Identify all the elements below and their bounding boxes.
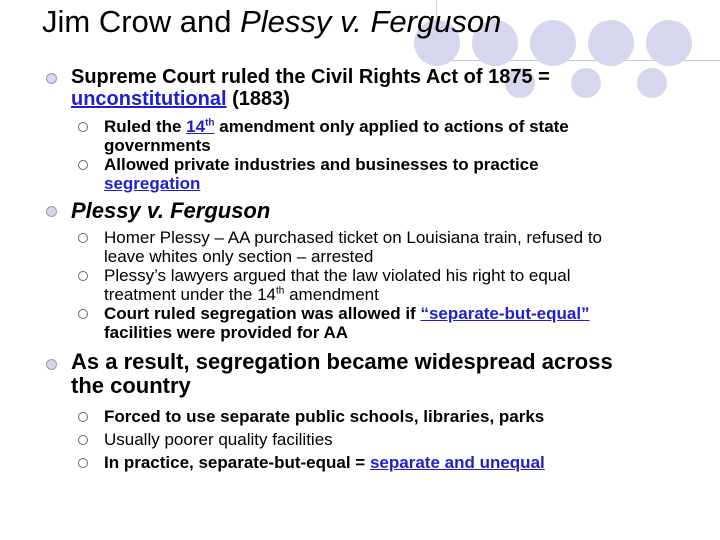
slide-title [42, 4, 501, 40]
unconstitutional-link[interactable]: unconstitutional [71, 88, 227, 110]
sub-bullet-text: Allowed private industries and businesses to practice [104, 155, 539, 174]
ring-bullet-icon [78, 412, 88, 422]
bullet-widespread-segregation [46, 350, 706, 398]
equals-sign: = [355, 453, 366, 472]
title-case-name: Plessy v. Ferguson [240, 4, 502, 39]
separate-but-equal-link[interactable]: “separate-but-equal” [420, 304, 590, 323]
ring-bullet-icon [78, 435, 88, 445]
bullet-text: As a result, segregation became widespread across [71, 349, 613, 374]
sub-bullet-private-segregation [46, 155, 706, 193]
ring-bullet-icon [78, 122, 88, 132]
superscript: th [276, 285, 285, 297]
sub-bullet-text: Court ruled segregation was allowed if [104, 304, 421, 323]
sub-bullet-separate-but-equal [46, 304, 706, 342]
sub-bullet-homer-plessy [46, 228, 706, 266]
sub-bullet-text: amendment only applied to actions of state [214, 117, 569, 136]
14th-amendment-link[interactable] [186, 117, 214, 136]
title-text: Jim Crow and [42, 4, 241, 39]
bullet-dot-icon [46, 73, 57, 84]
sub-bullet-text: Ruled the [104, 117, 187, 136]
sub-bullet-text: governments [104, 136, 211, 155]
decor-circle [530, 20, 576, 66]
segregation-link[interactable]: segregation [104, 174, 201, 193]
slide-content [46, 66, 706, 472]
ring-bullet-icon [78, 233, 88, 243]
ring-bullet-icon [78, 458, 88, 468]
sub-bullet-in-practice [46, 453, 706, 472]
sub-bullet-text: facilities were provided for AA [104, 323, 349, 342]
ring-bullet-icon [78, 309, 88, 319]
bullet-dot-icon [46, 359, 57, 370]
separate-and-unequal-link[interactable]: separate and unequal [369, 453, 545, 472]
bullet-civil-rights-act [46, 66, 706, 110]
bullet-text: the country [71, 373, 191, 398]
sub-bullet-text: leave whites only section – arrested [104, 247, 374, 266]
decor-circle [646, 20, 692, 66]
link-text: 14 [186, 117, 206, 136]
sub-bullet-14th-amendment [46, 117, 706, 155]
sub-bullet-text: Homer Plessy – AA purchased ticket on Louisiana train, refused to [104, 228, 602, 247]
bullet-plessy-v-ferguson [46, 199, 706, 223]
sub-bullet-text: Forced to use separate public schools, libraries, parks [104, 407, 545, 426]
sub-bullet-separate-facilities [46, 407, 706, 426]
bullet-text-suffix: (1883) [226, 88, 290, 110]
decor-circle [588, 20, 634, 66]
sub-bullet-poorer-quality [46, 430, 706, 449]
bullet-text: Plessy v. Ferguson [71, 198, 271, 223]
sub-bullet-text: In practice, separate-but-equal [104, 453, 356, 472]
sub-bullet-text: amendment [284, 285, 379, 304]
superscript: th [205, 117, 215, 129]
bullet-text: Supreme Court ruled the Civil Rights Act of 1875 = [71, 66, 550, 88]
sub-bullet-lawyers-argued [46, 266, 706, 304]
sub-bullet-text: Plessy’s lawyers argued that the law violated his right to equal [104, 266, 571, 285]
sub-bullet-text: treatment under the 14 [104, 285, 277, 304]
ring-bullet-icon [78, 160, 88, 170]
ring-bullet-icon [78, 271, 88, 281]
sub-bullet-text: Usually poorer quality facilities [104, 430, 333, 449]
bullet-dot-icon [46, 206, 57, 217]
